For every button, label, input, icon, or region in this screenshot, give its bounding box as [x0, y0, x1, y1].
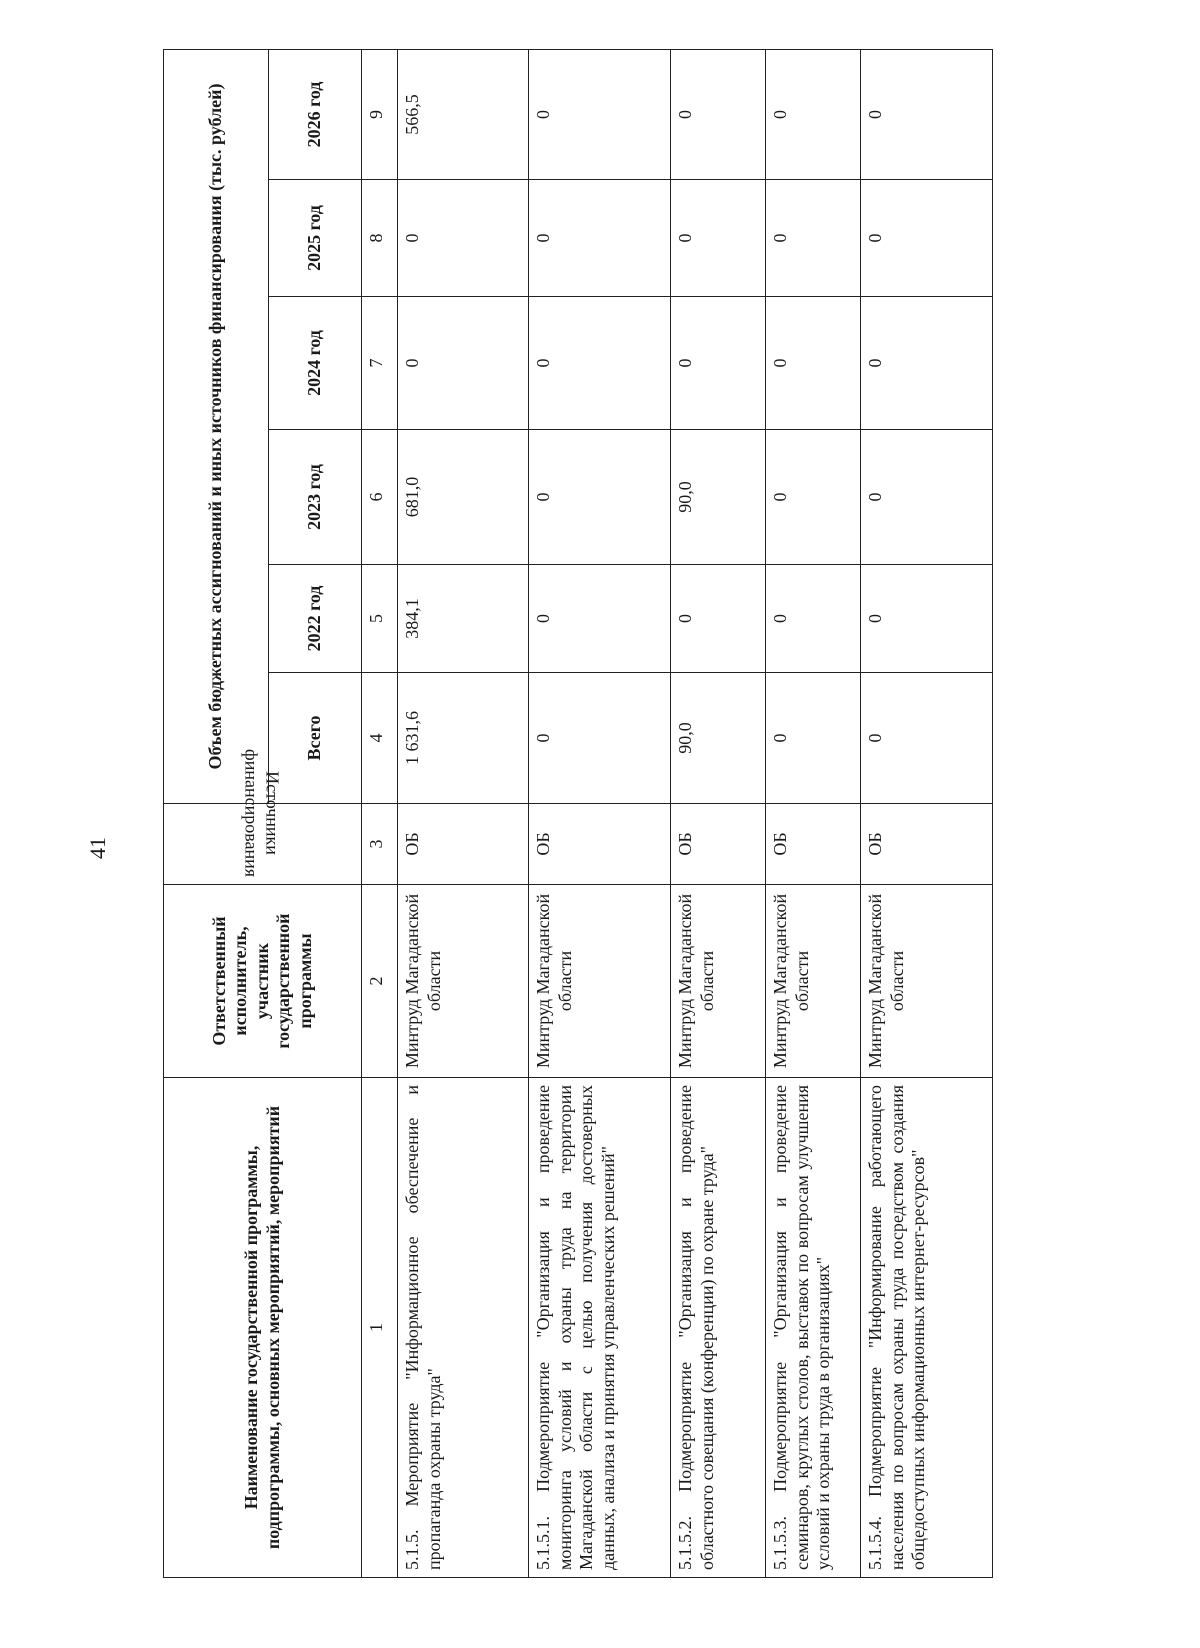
- row-2022: 0: [671, 565, 766, 673]
- financing-table: [163, 49, 993, 1578]
- row-2025: 0: [766, 180, 861, 297]
- table-row: [398, 50, 529, 1578]
- column-number: 4: [362, 673, 398, 804]
- row-2023: 681,0: [398, 430, 529, 565]
- row-2024: 0: [398, 297, 529, 430]
- row-name: 5.1.5.3. Подмероприятие "Организация и проведение семинаров, круглых столов, выставок по вопросам улучшения условий и охраны труда в организациях": [766, 1078, 861, 1578]
- row-2025: 0: [529, 180, 671, 297]
- row-source: ОБ: [529, 804, 671, 885]
- row-2022: 384,1: [398, 565, 529, 673]
- column-number: 5: [362, 565, 398, 673]
- row-2026: 0: [671, 50, 766, 180]
- column-number: 9: [362, 50, 398, 180]
- header-2025: 2025 год: [269, 180, 362, 297]
- header-source: [164, 749, 362, 885]
- row-source: ОБ: [766, 804, 861, 885]
- row-2026: 566,5: [398, 50, 529, 180]
- column-number: 2: [362, 885, 398, 1078]
- header-source-text: Источники финансирования: [242, 749, 283, 877]
- row-executor: Минтруд Магаданской области: [529, 885, 671, 1078]
- row-executor: Минтруд Магаданской области: [398, 885, 529, 1078]
- row-2025: 0: [671, 180, 766, 297]
- row-source: ОБ: [398, 804, 529, 885]
- row-2022: 0: [766, 565, 861, 673]
- row-total: 90,0: [671, 673, 766, 804]
- row-2022: 0: [861, 565, 993, 673]
- table-row: [671, 50, 766, 1578]
- row-total: 1 631,6: [398, 673, 529, 804]
- row-source: ОБ: [671, 804, 766, 885]
- header-2026: 2026 год: [269, 50, 362, 180]
- row-name: 5.1.5.4. Подмероприятие "Информирование работающего населения по вопросам охраны труда посредством создания общедоступных информационных интернет-ресурсов": [861, 1078, 993, 1578]
- header-volume: Объем бюджетных ассигнований и иных источников финансирования (тыс. рублей): [164, 50, 269, 804]
- row-2022: 0: [529, 565, 671, 673]
- row-executor: Минтруд Магаданской области: [671, 885, 766, 1078]
- table-row: [861, 50, 993, 1578]
- header-2024: 2024 год: [269, 297, 362, 430]
- row-2023: 0: [861, 430, 993, 565]
- row-2024: 0: [529, 297, 671, 430]
- header-total: Всего: [269, 673, 362, 804]
- column-number: 8: [362, 180, 398, 297]
- row-2025: 0: [861, 180, 993, 297]
- column-number-row: [362, 50, 398, 1578]
- row-2025: 0: [398, 180, 529, 297]
- page-number: 41: [85, 837, 110, 859]
- row-total: 0: [766, 673, 861, 804]
- row-total: 0: [861, 673, 993, 804]
- column-number: 7: [362, 297, 398, 430]
- financing-table-container: [163, 50, 993, 1578]
- row-name: 5.1.5.2. Подмероприятие "Организация и проведение областного совещания (конференции) по охране труда": [671, 1078, 766, 1578]
- column-number: 1: [362, 1078, 398, 1578]
- row-name: 5.1.5. Мероприятие "Информационное обеспечение и пропаганда охраны труда": [398, 1078, 529, 1578]
- header-2022: 2022 год: [269, 565, 362, 673]
- row-source: ОБ: [861, 804, 993, 885]
- row-2023: 0: [766, 430, 861, 565]
- column-number: 6: [362, 430, 398, 565]
- row-2024: 0: [861, 297, 993, 430]
- row-2026: 0: [529, 50, 671, 180]
- row-2026: 0: [766, 50, 861, 180]
- header-row-1: [164, 50, 269, 1578]
- row-2023: 0: [529, 430, 671, 565]
- row-total: 0: [529, 673, 671, 804]
- header-executor: Ответственный исполнитель, участник государственной программы: [164, 885, 362, 1078]
- header-name: Наименование государственной программы, подпрограммы, основных мероприятий, мероприятий: [164, 1078, 362, 1578]
- row-name: 5.1.5.1. Подмероприятие "Организация и проведение мониторинга условий и охраны труда на территории Магаданской области с целью получения достоверных данных, анализа и принятия управленческих решений": [529, 1078, 671, 1578]
- row-2026: 0: [861, 50, 993, 180]
- row-executor: Минтруд Магаданской области: [766, 885, 861, 1078]
- row-executor: Минтруд Магаданской области: [861, 885, 993, 1078]
- table-row: [529, 50, 671, 1578]
- table-row: [766, 50, 861, 1578]
- header-2023: 2023 год: [269, 430, 362, 565]
- row-2024: 0: [766, 297, 861, 430]
- column-number: 3: [362, 804, 398, 885]
- row-2024: 0: [671, 297, 766, 430]
- row-2023: 90,0: [671, 430, 766, 565]
